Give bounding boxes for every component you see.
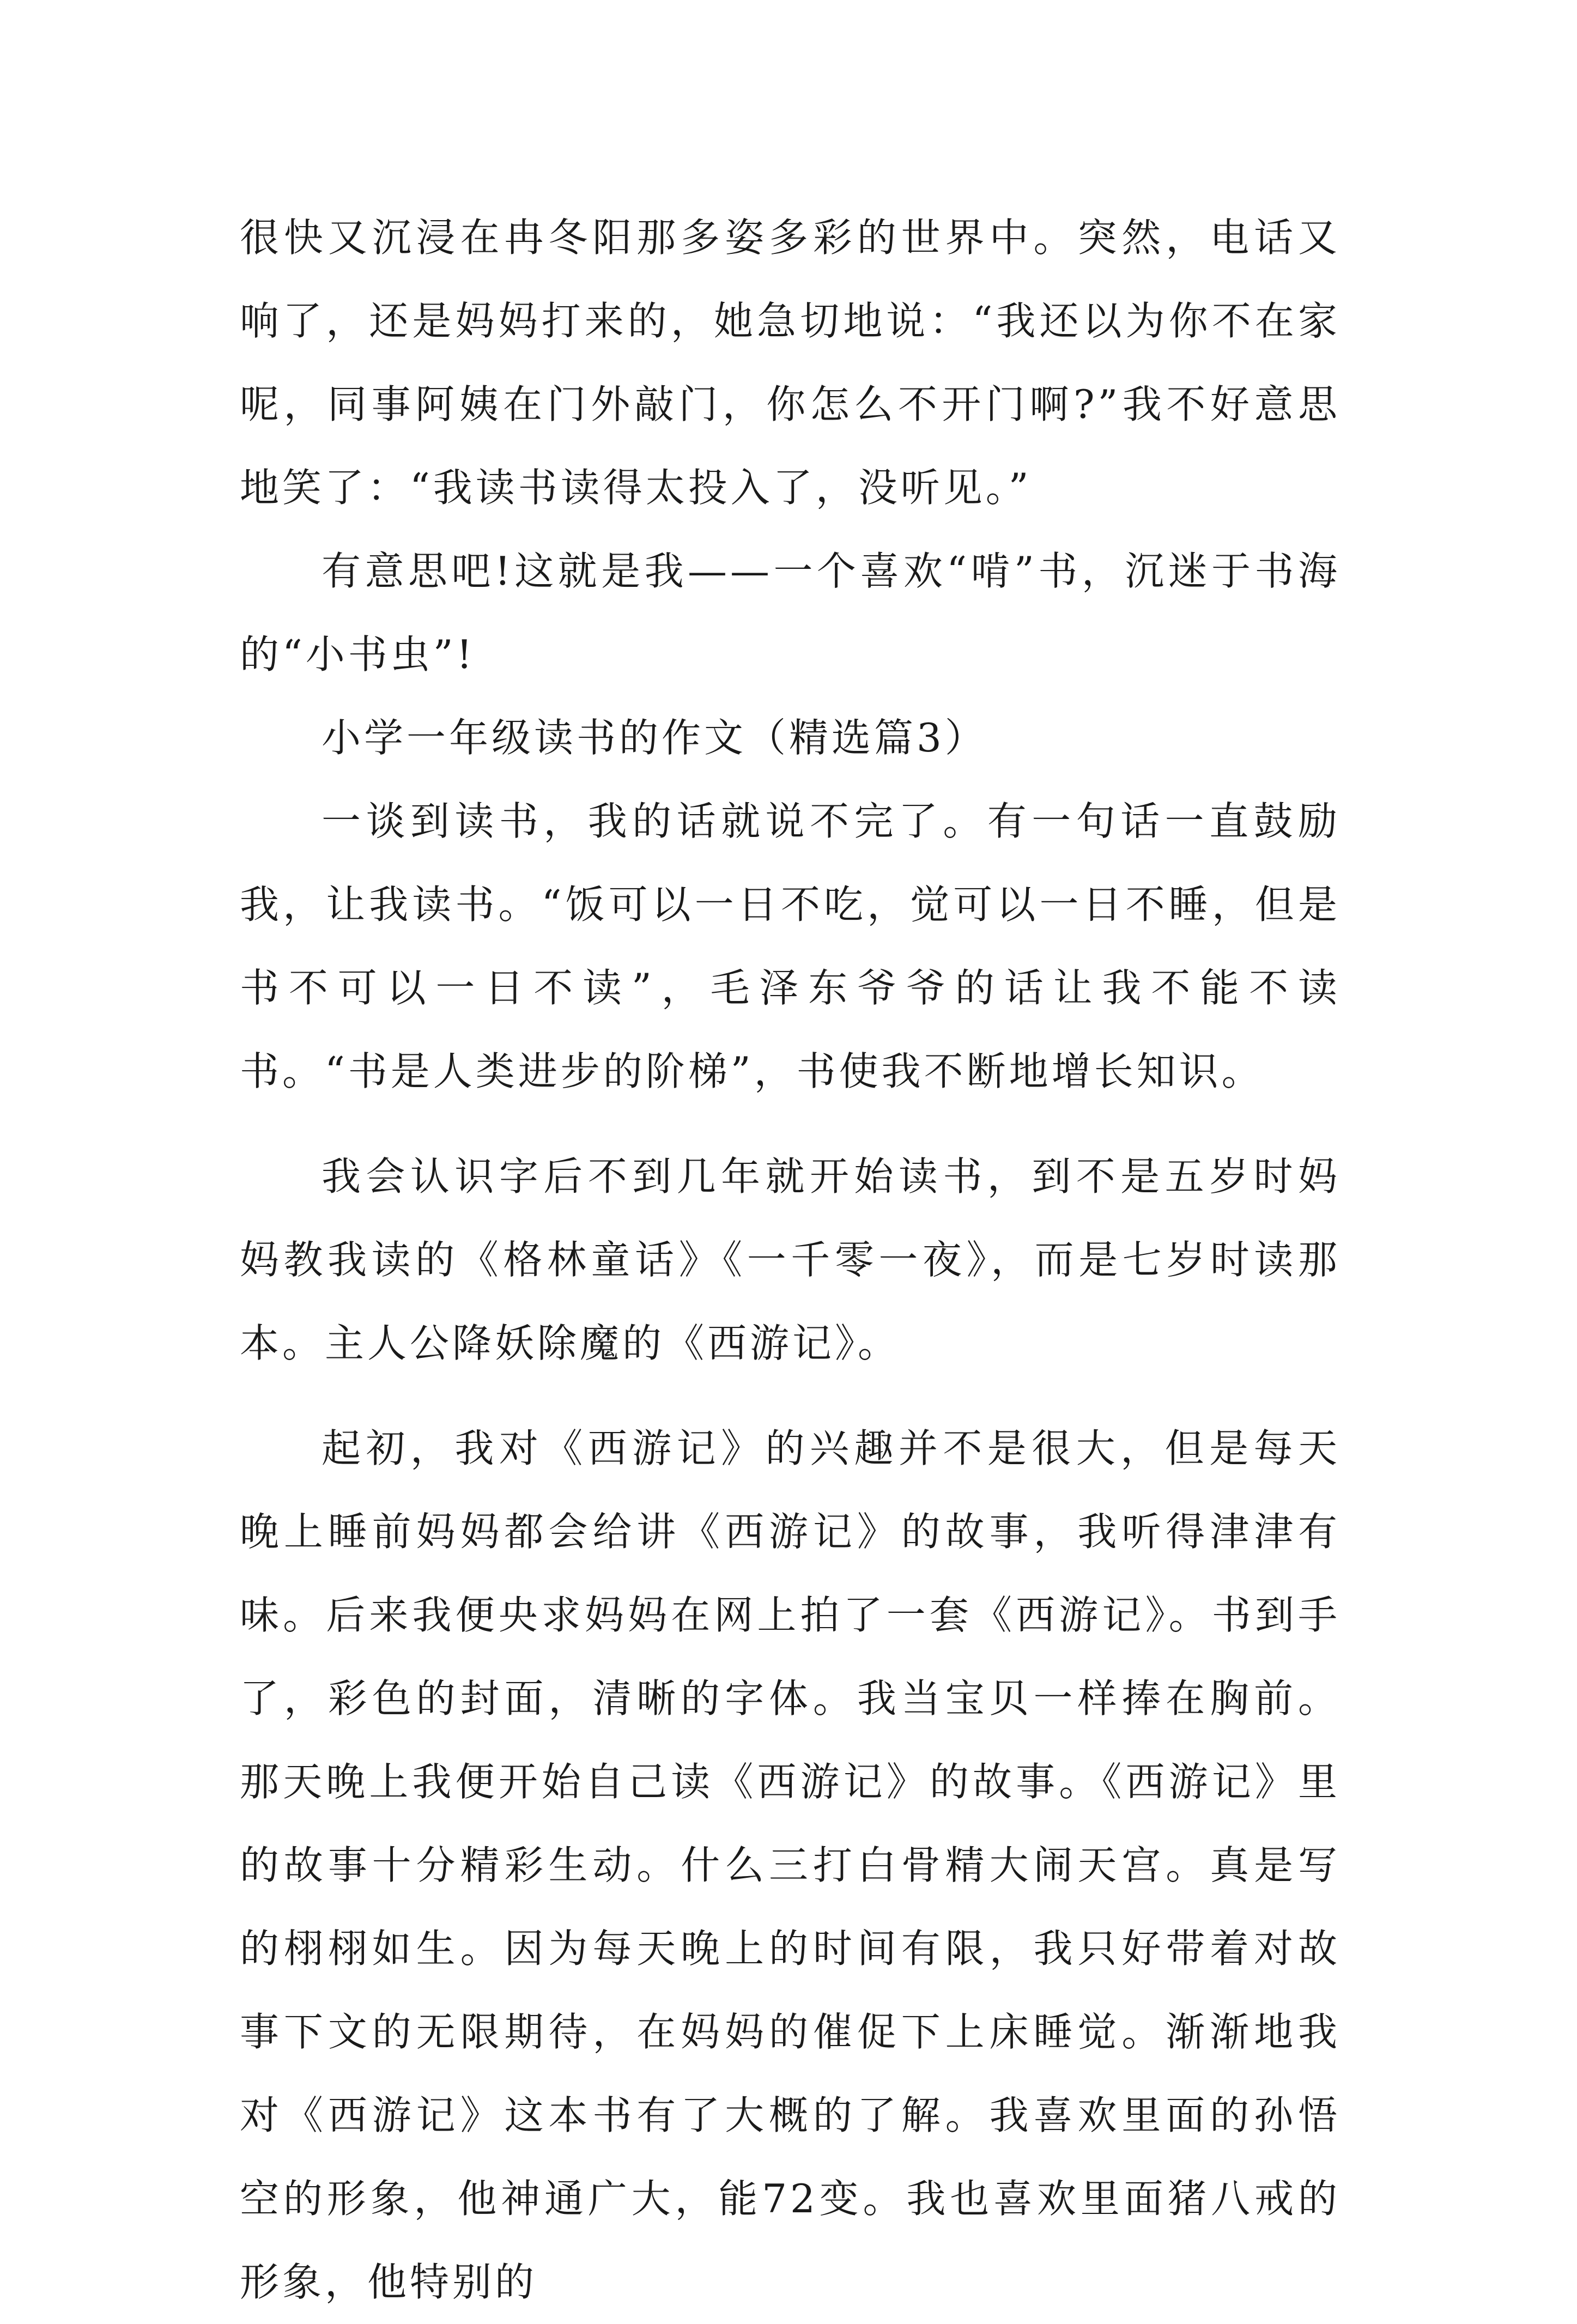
- paragraph-bookworm: 有意思吧!这就是我——一个喜欢“啃”书，沉迷于书海的“小书虫”!: [240, 548, 1341, 677]
- paragraph-journey-to-west: 起初，我对《西游记》的兴趣并不是很大，但是每天晚上睡前妈妈都会给讲《西游记》的故事，我听得津津有味。后来我便央求妈妈在网上拍了一套《西游记》。书到手了，彩色的封面，清晰的字体。我当宝贝一样捧在胸前。那天晚上我便开始自己读《西游记》的故事。《西游记》里的故事十分精彩生动。什么三打白骨精大闹天宫。真是写的栩栩如生。因为每天晚上的时间有限，我只好带着对故事下文的无限期待，在妈妈的催促下上床睡觉。渐渐地我对《西游记》这本书有了大概的了解。我喜欢里面的孙悟空的形象，他神通广大，能72变。我也喜欢里面猪八戒的形象，他特别的: [240, 1425, 1341, 2305]
- section-heading: 小学一年级读书的作文（精选篇3）: [322, 715, 987, 761]
- paragraph-continuation: 很快又沉浸在冉冬阳那多姿多彩的世界中。突然，电话又响了，还是妈妈打来的，她急切地说：“我还以为你不在家呢，同事阿姨在门外敲门，你怎么不开门啊?”我不好意思地笑了：“我读书读得太投入了，没听见。”: [240, 215, 1341, 511]
- paragraph-intro: 一谈到读书，我的话就说不完了。有一句话一直鼓励我，让我读书。“饭可以一日不吃，觉可以一日不睡，但是书不可以一日不读”，毛泽东爷爷的话让我不能不读书。“书是人类进步的阶梯”，书使我不断地增长知识。: [240, 798, 1341, 1094]
- paragraph-first-books: 我会认识字后不到几年就开始读书，到不是五岁时妈妈教我读的《格林童话》《一千零一夜》，而是七岁时读那本。主人公降妖除魔的《西游记》。: [240, 1154, 1341, 1366]
- essay-body: [240, 196, 1341, 2324]
